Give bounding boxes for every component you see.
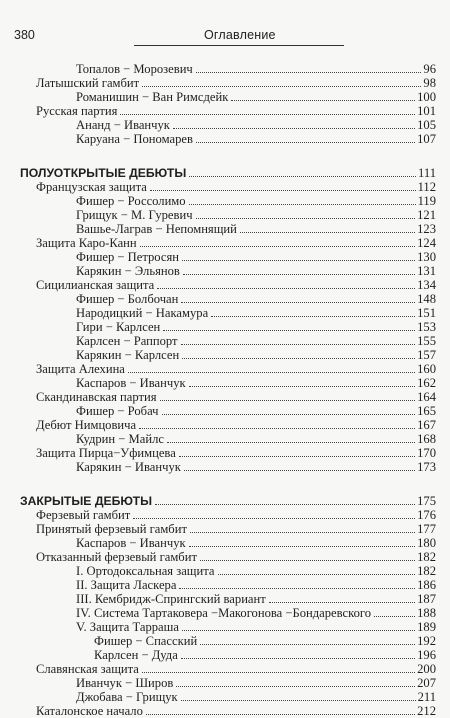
toc-entry-page: 123 [417,222,436,236]
dot-leader [176,686,415,687]
toc-entry-page: 111 [418,166,436,180]
toc-entry-title: Защита Каро-Канн [36,236,137,250]
dot-leader [179,588,415,589]
toc-entry [76,222,436,236]
toc-entry-page: 212 [417,704,436,718]
toc-entry-page: 165 [417,404,436,418]
toc-entry-title: Сицилианская защита [36,278,155,292]
toc-entry-page: 98 [423,76,436,90]
dot-leader [179,456,415,457]
toc-entry-title: I. Ортодоксальная защита [76,564,215,578]
toc-entry [76,264,436,278]
toc-entry-page: 170 [417,446,436,460]
toc-entry [76,620,436,634]
dot-leader [133,518,415,519]
dot-leader [269,602,415,603]
toc-entry [36,236,436,250]
toc-entry [76,194,436,208]
toc-entry [76,460,436,474]
toc-entry-title: Французская защита [36,180,147,194]
toc-entry-title: Каруана − Пономарев [76,132,193,146]
toc-entry-page: 177 [417,522,436,536]
toc-entry-page: 107 [417,132,436,146]
page-number: 380 [14,28,35,42]
toc-entry-title: Защита Пирца−Уфимцева [36,446,176,460]
toc-entry-title: II. Защита Ласкера [76,578,177,592]
toc-entry-title: ПОЛУОТКРЫТЫЕ ДЕБЮТЫ [20,166,187,180]
toc-entry-page: 189 [417,620,436,634]
dot-leader [150,190,416,191]
toc-entry-page: 131 [417,264,436,278]
toc-entry [76,578,436,592]
dot-leader [196,72,422,73]
toc-entry-page: 124 [417,236,436,250]
toc-entry [36,390,436,404]
toc-entry-page: 187 [417,592,436,606]
toc-entry-title: Ферзевый гамбит [36,508,131,522]
toc-entry-page: 148 [417,292,436,306]
dot-leader [183,274,415,275]
toc-entry-page: 112 [417,180,436,194]
toc-entry-page: 188 [417,606,436,620]
dot-leader [157,288,415,289]
toc-entry-page: 105 [417,118,436,132]
toc-entry [36,278,436,292]
dot-leader [196,218,416,219]
toc-entry [76,208,436,222]
toc-entry-title: Фишер − Россолимо [76,194,186,208]
toc-entry [76,306,436,320]
toc-entry-page: 175 [417,494,436,508]
toc-entry-title: Топалов − Морозевич [76,62,193,76]
toc-entry-page: 96 [423,62,436,76]
toc-entry [76,62,436,76]
dot-leader [182,358,415,359]
dot-leader [140,246,415,247]
toc-entry-page: 134 [417,278,436,292]
toc-entry-title: Русская партия [36,104,118,118]
toc-entry-title: Вашье-Лаграв − Непомнящий [76,222,237,236]
toc-section-heading [20,494,436,508]
toc-entry-page: 121 [417,208,436,222]
toc-entry-title: Дебют Нимцовича [36,418,137,432]
toc-entry [36,418,436,432]
toc-entry [36,508,436,522]
toc-entry-page: 168 [417,432,436,446]
toc-entry [36,550,436,564]
toc-entry [76,592,436,606]
toc-entry-page: 167 [417,418,436,432]
toc-entry-page: 207 [417,676,436,690]
toc-entry [76,676,436,690]
toc-entry [76,432,436,446]
toc-entry [76,404,436,418]
toc-entry [94,634,436,648]
dot-leader [211,316,415,317]
toc-entry [36,704,436,718]
toc-entry-page: 162 [417,376,436,390]
toc-entry [76,320,436,334]
toc-entry [76,334,436,348]
dot-leader [189,386,415,387]
dot-leader [184,470,415,471]
toc-entry-page: 153 [417,320,436,334]
dot-leader [128,372,415,373]
dot-leader [163,330,415,331]
toc-entry-title: Романишин − Ван Римсдейк [76,90,229,104]
toc-entry-title: Карлсен − Раппорт [76,334,178,348]
toc-entry [94,648,436,662]
toc-entry-title: Карлсен − Дуда [94,648,178,662]
toc-entry-page: 196 [417,648,436,662]
toc-entry-page: 192 [417,634,436,648]
dot-leader [189,204,416,205]
toc-entry-title: Отказанный ферзевый гамбит [36,550,197,564]
toc-entry [36,104,436,118]
toc-entry-page: 164 [417,390,436,404]
toc-entry-page: 130 [417,250,436,264]
toc-entry-title: Фишер − Петросян [76,250,180,264]
toc-entry-title: Карякин − Иванчук [76,460,181,474]
toc-entry-title: Скандинавская партия [36,390,157,404]
toc-entry-title: Фишер − Спасский [94,634,198,648]
toc-entry-title: Фишер − Болбочан [76,292,179,306]
toc-entry-title: Фишер − Робач [76,404,159,418]
toc-entry [36,522,436,536]
toc-entry-page: 176 [417,508,436,522]
toc-entry-page: 101 [417,104,436,118]
toc-entry-title: Принятый ферзевый гамбит [36,522,187,536]
dot-leader [196,142,415,143]
toc-entry-title: ЗАКРЫТЫЕ ДЕБЮТЫ [20,494,153,508]
toc-entry-page: 151 [417,306,436,320]
dot-leader [240,232,415,233]
dot-leader [155,504,415,505]
dot-leader [190,532,415,533]
toc-entry-title: Народицкий − Накамура [76,306,209,320]
toc-entry-title: V. Защита Тарраша [76,620,179,634]
toc-entry [36,362,436,376]
toc-entry-page: 211 [417,690,436,704]
toc-entry [76,118,436,132]
dot-leader [189,546,415,547]
running-header [14,28,438,44]
toc-entry-title: Ананд − Иванчук [76,118,170,132]
toc-entry-title: Каспаров − Иванчук [76,376,186,390]
toc-entry [36,662,436,676]
running-title: Оглавление [204,28,276,42]
dot-leader [146,714,415,715]
toc-entry-page: 200 [417,662,436,676]
toc-entry [76,376,436,390]
dot-leader [142,672,415,673]
dot-leader [200,560,415,561]
dot-leader [218,574,416,575]
toc-entry-title: Гири − Карлсен [76,320,161,334]
dot-leader [231,100,415,101]
toc-entry-title: Кудрин − Майлс [76,432,164,446]
dot-leader [181,344,416,345]
dot-leader [120,114,415,115]
dot-leader [160,400,416,401]
toc-entry-page: 119 [417,194,436,208]
toc-entry-title: IV. Система Тартаковера −Макогонова −Бондаревского [76,606,372,620]
dot-leader [189,176,416,177]
toc-entry-title: III. Кембридж-Спрингский вариант [76,592,266,606]
toc-entry-page: 180 [417,536,436,550]
dot-leader [162,414,416,415]
dot-leader [374,616,415,617]
toc-entry [76,292,436,306]
toc-entry-page: 155 [417,334,436,348]
toc-entry [76,348,436,362]
toc-entry-title: Латышский гамбит [36,76,140,90]
dot-leader [181,302,415,303]
toc-entry [36,76,436,90]
toc-entry-page: 160 [417,362,436,376]
toc-entry-title: Защита Алехина [36,362,125,376]
toc-entry-title: Карякин − Эльянов [76,264,180,278]
toc-entry-page: 186 [417,578,436,592]
toc-entry-page: 157 [417,348,436,362]
toc-entry-title: Каталонское начало [36,704,143,718]
dot-leader [181,700,416,701]
toc-entry-page: 182 [417,550,436,564]
toc-entry-title: Карякин − Карлсен [76,348,180,362]
dot-leader [173,128,415,129]
toc-entry [36,180,436,194]
toc-section-heading [20,166,436,180]
dot-leader [142,86,421,87]
dot-leader [182,630,415,631]
toc-entry [76,606,436,620]
dot-leader [167,442,415,443]
toc-entry [36,446,436,460]
toc-entry-title: Славянская защита [36,662,139,676]
dot-leader [139,428,415,429]
toc-entry [76,536,436,550]
header-rule [134,45,344,46]
dot-leader [200,644,415,645]
toc-entry-page: 100 [417,90,436,104]
toc-entry-title: Иванчук − Широв [76,676,174,690]
toc-entry [76,132,436,146]
toc-entry-page: 173 [417,460,436,474]
toc-entry [76,90,436,104]
toc-entry-title: Джобава − Грищук [76,690,178,704]
toc-entry-title: Грищук − М. Гуревич [76,208,193,222]
toc-entry-title: Каспаров − Иванчук [76,536,186,550]
toc-entry [76,250,436,264]
dot-leader [182,260,415,261]
toc-entry-page: 182 [417,564,436,578]
toc-entry [76,564,436,578]
dot-leader [181,658,415,659]
